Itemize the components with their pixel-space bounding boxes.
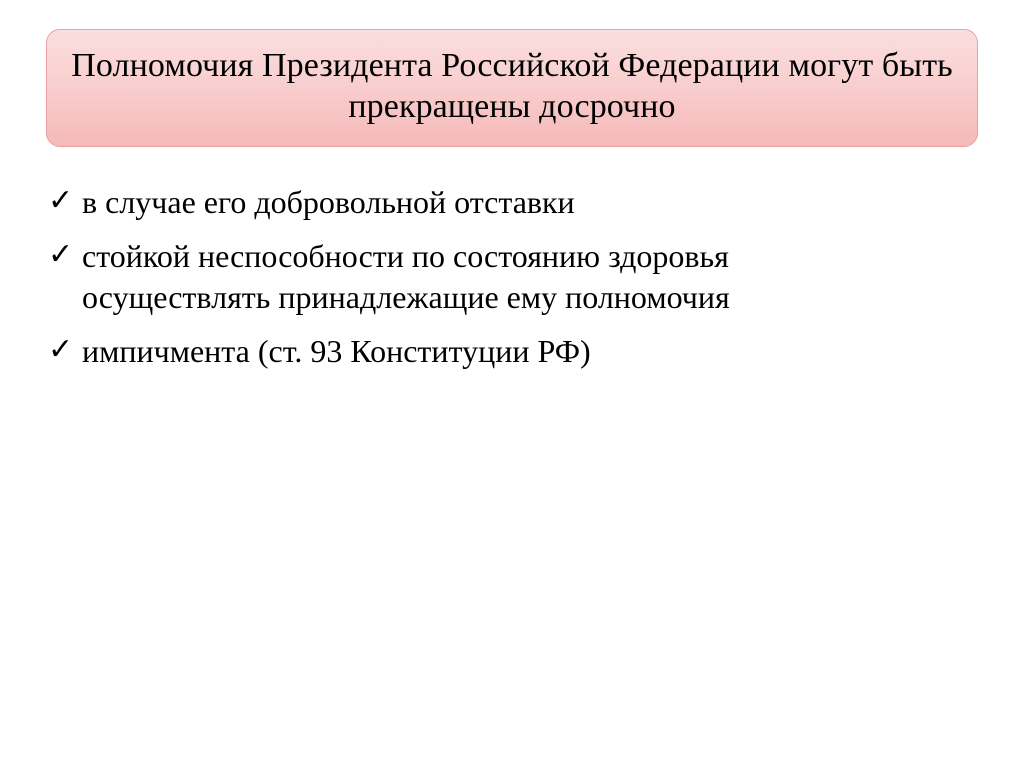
list-item-text: стойкой неспособности по состоянию здоровья осуществлять принадлежащие ему полномочия [82,237,730,316]
list-item [48,331,968,373]
title-box [46,29,978,147]
list-item [48,182,968,224]
bullet-list [48,182,968,384]
checkmark-icon: ✓ [48,183,74,218]
list-item-text: импичмента (ст. 93 Конституции РФ) [82,332,591,369]
checkmark-icon: ✓ [48,331,74,367]
list-item-text: в случае его добровольной отставки [82,184,575,220]
page-title: Полномочия Президента Российской Федерации могут быть прекращены досрочно [71,46,953,125]
list-item [48,236,968,319]
checkmark-icon: ✓ [48,236,74,272]
